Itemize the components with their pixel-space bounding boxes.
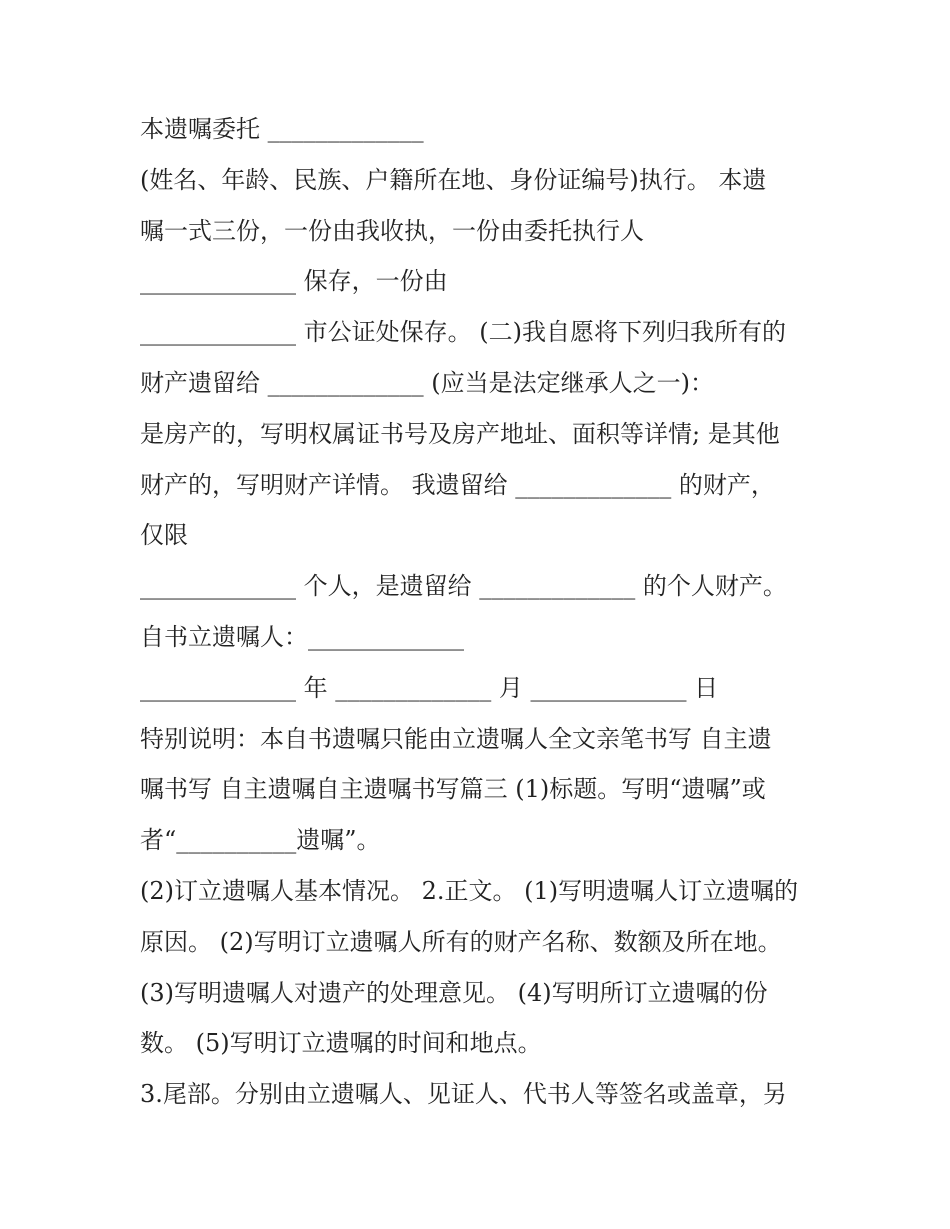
text-line: (姓名、年龄、民族、户籍所在地、身份证编号)执行。 本遗 <box>140 165 767 194</box>
text-line: 3.尾部。分别由立遗嘱人、见证人、代书人等签名或盖章，另 <box>140 1080 787 1109</box>
text-line: 财产的，写明财产详情。 我遗留给 _____________ 的财产， <box>140 470 775 499</box>
text-line: _____________ 市公证处保存。 (二)我自愿将下列归我所有的 <box>140 318 786 347</box>
text-line: 者“__________遗嘱”。 <box>140 826 381 855</box>
text-line: _____________ 年 _____________ 月 _____________ 日 <box>140 673 719 702</box>
text-line: 仅限 <box>140 521 188 550</box>
text-line: 本遗嘱委托 _____________ <box>140 115 424 143</box>
text-line: 嘱一式三份，一份由我收执，一份由委托执行人 <box>140 216 644 245</box>
text-line: 自书立遗嘱人：_____________ <box>140 622 464 651</box>
text-line: (2)订立遗嘱人基本情况。 2.正文。 (1)写明遗嘱人订立遗嘱的 <box>140 876 799 905</box>
text-line: 原因。 (2)写明订立遗嘱人所有的财产名称、数额及所在地。 <box>140 927 782 956</box>
text-line: (3)写明遗嘱人对遗产的处理意见。 (4)写明所订立遗嘱的份 <box>140 978 768 1007</box>
document-body <box>140 104 820 1120</box>
text-line: 是房产的，写明权属证书号及房产地址、面积等详情; 是其他 <box>140 419 780 448</box>
text-line: 嘱书写 自主遗嘱自主遗嘱书写篇三 (1)标题。写明“遗嘱”或 <box>140 775 766 804</box>
text-line: 财产遗留给 _____________ (应当是法定继承人之一)： <box>140 368 714 397</box>
text-line: 数。 (5)写明订立遗嘱的时间和地点。 <box>140 1029 542 1058</box>
text-line: _____________ 保存，一份由 <box>140 267 448 296</box>
text-line: _____________ 个人，是遗留给 _____________ 的个人财产。 <box>140 572 787 601</box>
text-line: 特别说明：本自书遗嘱只能由立遗嘱人全文亲笔书写 自主遗 <box>140 724 772 753</box>
